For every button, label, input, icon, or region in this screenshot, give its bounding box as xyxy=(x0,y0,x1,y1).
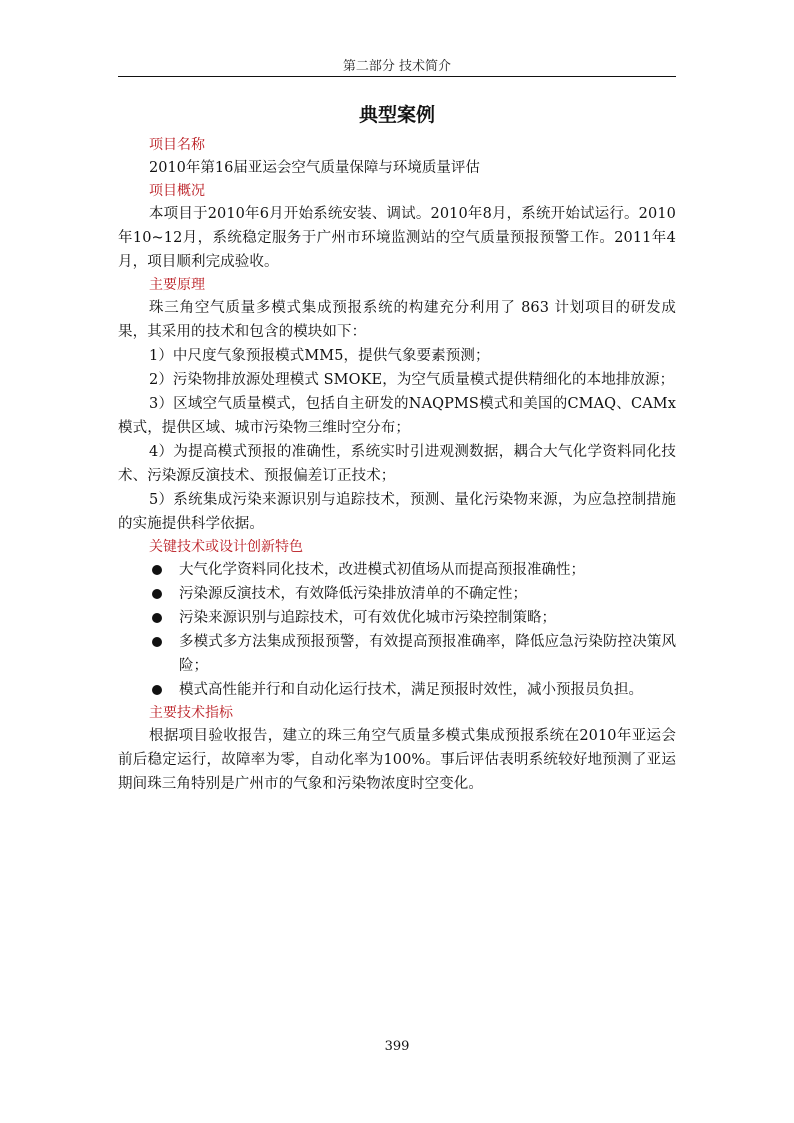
feature-item xyxy=(118,582,676,606)
principle-item-5: 5）系统集成污染来源识别与追踪技术，预测、量化污染物来源，为应急控制措施的实施提供科学依据。 xyxy=(118,492,676,532)
section-heading-project-name: 项目名称 xyxy=(149,137,205,153)
bullet-dot-icon xyxy=(152,685,162,695)
page-title: 典型案例 xyxy=(358,104,435,126)
features-list xyxy=(118,558,676,702)
principle-item-4: 4）为提高模式预报的准确性，系统实时引进观测数据，耦合大气化学资料同化技术、污染源反演技术、预报偏差订正技术； xyxy=(118,444,676,484)
bullet-dot-icon xyxy=(152,589,162,599)
feature-item-text: 大气化学资料同化技术，改进模式初值场从而提高预报准确性； xyxy=(179,562,585,578)
indicators-paragraph: 根据项目验收报告，建立的珠三角空气质量多模式集成预报系统在2010年亚运会前后稳定运行，故障率为零，自动化率为100%。事后评估表明系统较好地预测了亚运期间珠三角特别是广州市的气象和污染物浓度时空变化。 xyxy=(118,728,676,792)
header-divider xyxy=(118,76,676,77)
section-heading-features: 关键技术或设计创新特色 xyxy=(149,539,303,555)
running-header: 第二部分 技术简介 xyxy=(342,59,452,74)
principle-intro: 珠三角空气质量多模式集成预报系统的构建充分利用了 863 计划项目的研发成果，其采用的技术和包含的模块如下： xyxy=(118,300,676,340)
bullet-dot-icon xyxy=(152,637,162,647)
feature-item xyxy=(118,630,676,678)
page-number: 399 xyxy=(384,1039,410,1054)
feature-item-text: 污染来源识别与追踪技术，可有效优化城市污染控制策略； xyxy=(179,610,556,626)
feature-item xyxy=(118,606,676,630)
overview-paragraph: 本项目于2010年6月开始系统安装、调试。2010年8月，系统开始试运行。2010年10~12月，系统稳定服务于广州市环境监测站的空气质量预报预警工作。2011年4月，项目顺利完成验收。 xyxy=(118,206,676,270)
feature-item xyxy=(118,558,676,582)
section-heading-indicators: 主要技术指标 xyxy=(149,705,233,721)
feature-item xyxy=(118,678,676,702)
principle-item-2: 2）污染物排放源处理模式 SMOKE，为空气质量模式提供精细化的本地排放源； xyxy=(149,372,675,388)
principle-item-3: 3）区域空气质量模式，包括自主研发的NAQPMS模式和美国的CMAQ、CAMx模式，提供区域、城市污染物三维时空分布； xyxy=(118,396,676,436)
bullet-dot-icon xyxy=(152,565,162,575)
feature-item-text: 污染源反演技术，有效降低污染排放清单的不确定性； xyxy=(179,586,527,602)
feature-item-text: 模式高性能并行和自动化运行技术，满足预报时效性，减小预报员负担。 xyxy=(179,682,643,698)
page-content xyxy=(118,100,676,796)
section-heading-principle: 主要原理 xyxy=(149,277,205,293)
principle-item-1: 1）中尺度气象预报模式MM5，提供气象要素预测； xyxy=(149,348,490,364)
feature-item-text: 多模式多方法集成预报预警，有效提高预报准确率，降低应急污染防控决策风险； xyxy=(179,634,676,674)
section-heading-overview: 项目概况 xyxy=(149,183,205,199)
bullet-dot-icon xyxy=(152,613,162,623)
project-name-text: 2010年第16届亚运会空气质量保障与环境质量评估 xyxy=(149,160,480,176)
